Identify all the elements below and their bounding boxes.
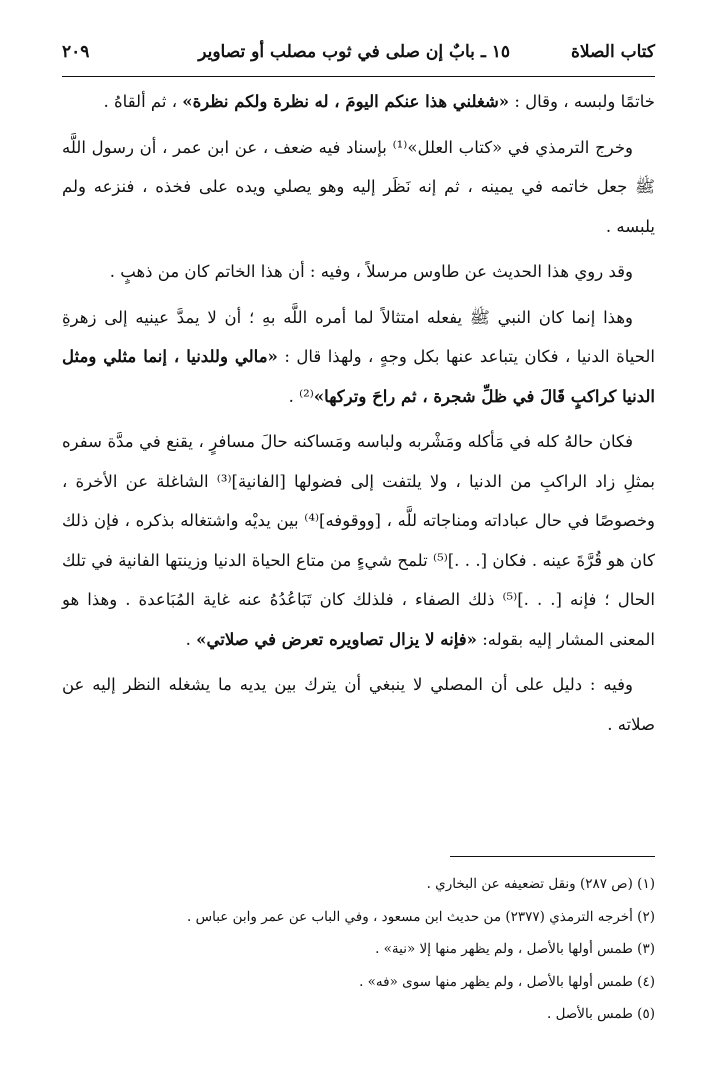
footnote-divider <box>450 856 655 857</box>
footnote: (١) (ص ٢٨٧) ونقل تضعيفه عن البخاري . <box>426 876 655 892</box>
paragraph-text: وهذا إنما كان النبي ﷺ يفعله امتثالاً لما أمره اللَّه بهِ ؛ أن لا يمدَّ عينيه إلى زهرةِ الحياة الدنيا ، فكان يتباعد عنها بكل وجهٍ ، ولهذا قال : <box>62 307 655 366</box>
hadith-quote: «شغلني هذا عنكم اليومَ ، له نظرة ولكم نظرة» <box>182 92 510 111</box>
running-header <box>62 36 655 77</box>
paragraph-text: وقد روي هذا الحديث عن طاوس مرسلاً ، وفيه : أن هذا الخاتم كان من ذهبٍ . <box>109 262 633 281</box>
paragraph-3 <box>62 252 655 292</box>
hadith-quote: «فإنه لا يزال تصاويره تعرض في صلاتي» <box>196 629 477 649</box>
paragraph-4 <box>62 298 655 417</box>
chapter-title: ١٥ ـ بابٌ إن صلى في ثوب مصلب أو تصاوير <box>198 42 510 62</box>
paragraph-text: وخرج الترمذي في «كتاب العلل»⁽¹⁾ بإسناد فيه ضعف ، عن ابن عمر ، أن رسول اللَّه ﷺ جعل خاتمه في يمينه ، ثم إنه نَظَر إليه وهو يصلي ويده على فخذه ، فنزعه ولم يلبسه . <box>62 137 655 236</box>
paragraph-text: . <box>185 629 197 649</box>
paragraph-1 <box>62 82 655 122</box>
book-title: كتاب الصلاة <box>570 42 655 62</box>
paragraph-text: فكان حالهُ كله في مَأكله ومَشْربه ولباسه ومَساكنه حالَ مسافرٍ ، يقنع في مدَّة سفره بمثلِ زاد الراكبِ من الدنيا ، ولا يلتفت إلى فضولها [الفانية]⁽³⁾ الشاغلة عن الأخرة ، وخصوصًا في حال عباداته ومناجاته للَّه ، [ووقوفه]⁽⁴⁾ بين يديْه واشتغاله بذكره ، فإن ذلك كان هو قُرَّةَ عينه . فكان [. . .]⁽⁵⁾ تلمح شيءٍ من متاع الحياة الدنيا وزينتها الفانية في تلك الحال ؛ فإنه [. . .]⁽⁵⁾ ذلك الصفاء ، فلذلك كان تَبَاعُدُهُ عنه غاية المُبَاعدة . وهذا هو المعنى المشار إليه بقوله: <box>62 432 655 649</box>
footnotes <box>62 868 655 1031</box>
paragraph-text: وفيه : دليل على أن المصلي لا ينبغي أن يترك بين يديه ما يشغله النظر إليه عن صلاته . <box>62 675 655 734</box>
footnote: (٢) أخرجه الترمذي (٢٣٧٧) من حديث ابن مسعود ، وفي الباب عن عمر وابن عباس . <box>187 908 655 925</box>
paragraph-5 <box>62 422 655 659</box>
paragraph-6 <box>62 665 655 744</box>
footnote: (٣) طمس أولها بالأصل ، ولم يظهر منها إلا «نية» . <box>375 941 655 957</box>
footnote: (٥) طمس بالأصل . <box>547 1006 655 1022</box>
page-number: ٢٠٩ <box>62 42 90 62</box>
paragraph-text: ⁽²⁾ . <box>288 386 314 406</box>
main-text <box>62 82 655 744</box>
hadith-quote: «مالي وللدنيا ، إنما مثلي ومثل الدنيا كراكبٍ قَالَ في ظلِّ شجرة ، ثم راحَ وتركها» <box>62 347 655 406</box>
paragraph-text: ، ثم ألقاهُ . <box>103 92 183 111</box>
footnote: (٤) طمس أولها بالأصل ، ولم يظهر منها سوى «فه» . <box>359 973 655 990</box>
paragraph-2 <box>62 128 655 247</box>
paragraph-text: خاتمًا ولبسه ، وقال : <box>509 92 655 111</box>
